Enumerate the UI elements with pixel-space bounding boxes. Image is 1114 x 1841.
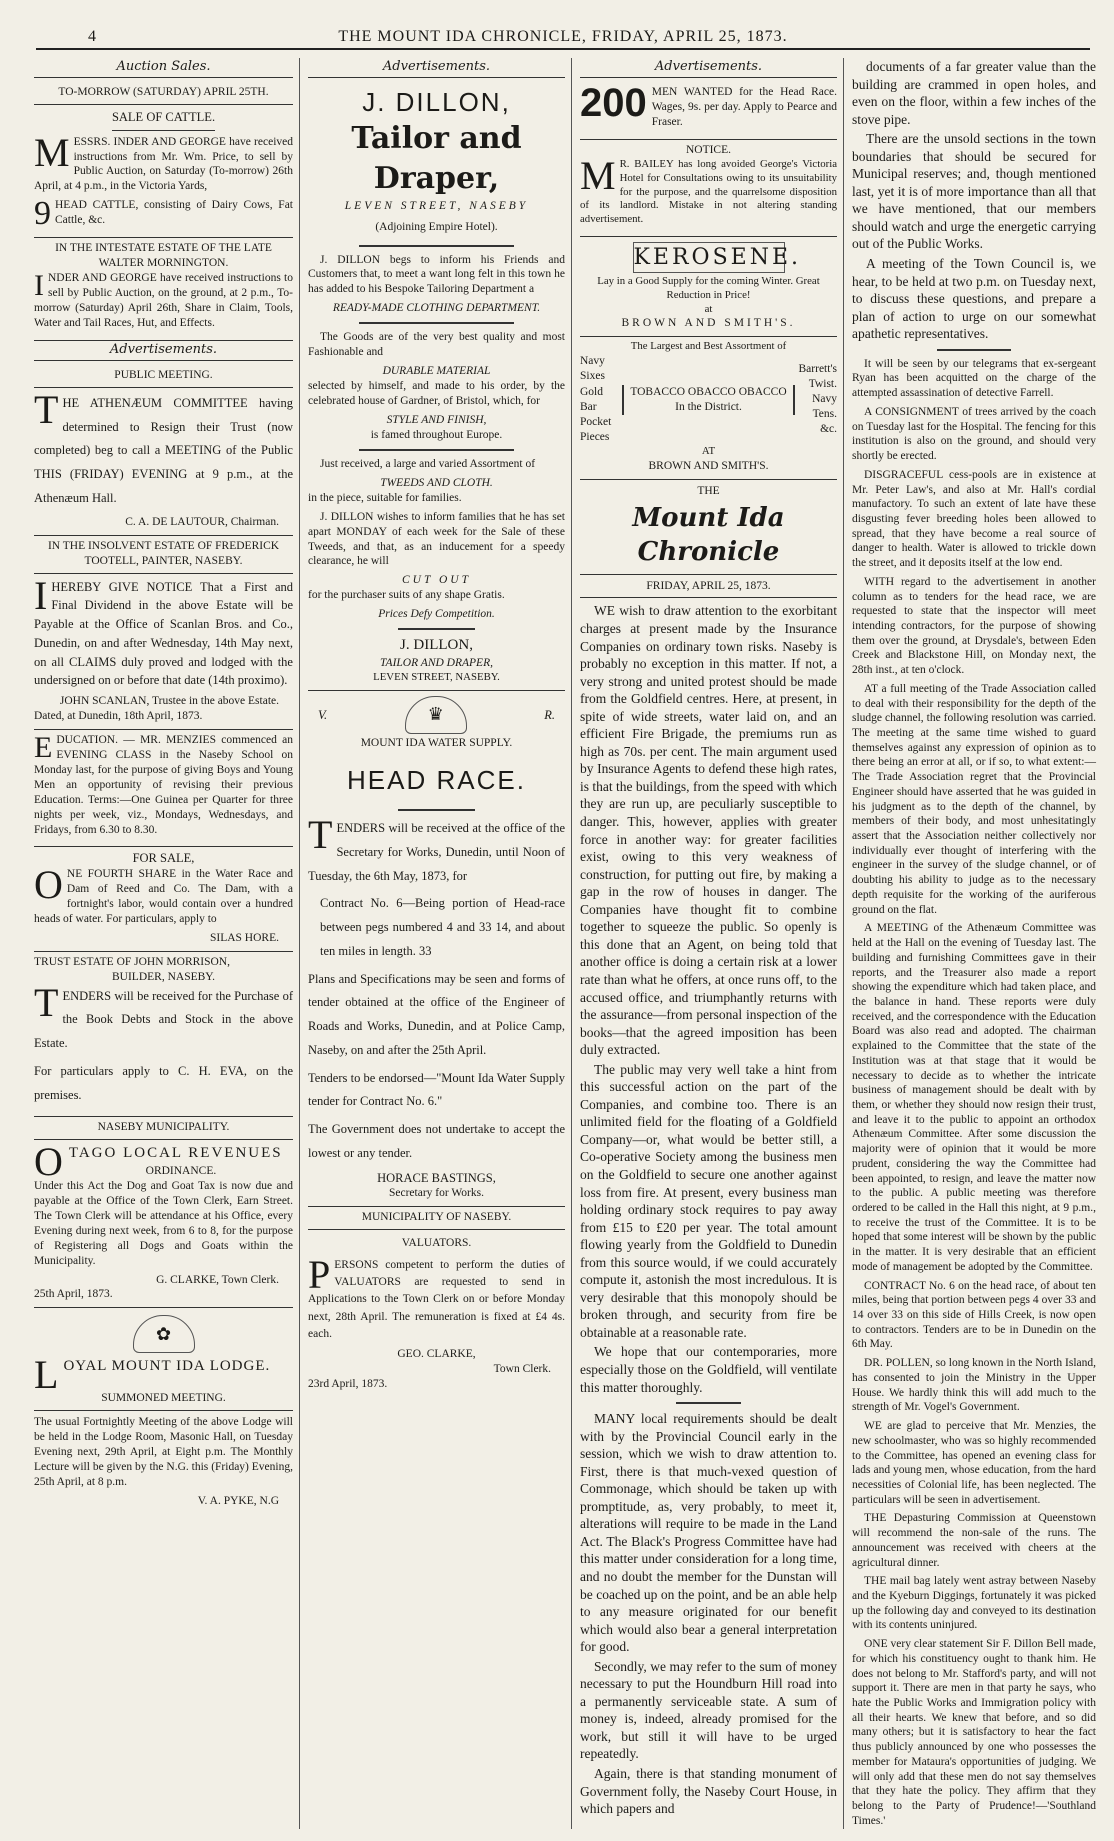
column-4: [846, 58, 1102, 1829]
news-item: CONTRACT No. 6 on the head race, of about ten miles, being that portion between pegs 4 over 33 and 14 over 33 on this side of Hills Creek, is now open to contractors. Tenders are to be in Dunedin on the 6th May.: [852, 1279, 1096, 1351]
ad-notice-bailey: NOTICE. M R. BAILEY has long avoided George's Victoria Hotel for Consultations owing to its unsuitability for the purpose, and the quarrelsome disposition of its landlord. Mistake in not altering standing advertisement.: [580, 140, 837, 237]
news-item: WE are glad to perceive that Mr. Menzies, the new schoolmaster, who was so highly recommended to the Committee, has opened an evening class for lads and young men, whose education, from the hard necessities of Colonial life, has been neglected. The particulars will be seen in advertisement.: [852, 1420, 1096, 1506]
ad-head-race: V. ♛ R. MOUNT IDA WATER SUPPLY. HEAD RACE. TENDERS will be received at the office of the Secretary for Works, Dunedin, until Noon of Tuesday, the 6th May, 1873, for Contract No. 6—Being portion of Head-race between pegs numbered 4 and 33 14, and about ten miles in length. 33 Plans and Specifications may be seen and forms of tender obtained at the office of the Engineer of Roads and Works, Dunedin, and at Police Camp, Naseby, on and after the 25th April. Tenders to be endorsed—"Mount Ida Water Supply tender for Contract No. 6." The Government does not undertake to accept the lowest or any tender. HORACE BASTINGS, Secretary for Works.: [308, 691, 565, 1207]
column-1: [28, 58, 300, 1829]
ad-lodge: ✿ LOYAL MOUNT IDA LODGE. SUMMONED MEETING. The usual Fortnightly Meeting of the above Lodge will be held in the Lodge Room, Masonic Hall, on Tuesday Evening next, 29th April, at Eight p.m. The Monthly Lecture will be given by the N.G. this (Friday) Evening, 25th April, at 8 p.m. V. A. PYKE, N.G: [34, 1308, 293, 1514]
news-items: [852, 357, 1096, 1829]
ad-public-meeting: PUBLIC MEETING. THE ATHENÆUM COMMITTEE having determined to Resign their Trust (now completed) beg to call a MEETING of the Public THIS (FRIDAY) EVENING at 9 p.m., at the Athenæum Hall. C. A. DE LAUTOUR, Chairman.: [34, 365, 293, 536]
editorial-header: THE Mount Ida Chronicle FRIDAY, APRIL 25, 1873.: [580, 480, 837, 599]
ad-education: EDUCATION. — MR. MENZIES commenced an EVENING CLASS in the Naseby School on Monday last, for the purpose of giving Boys and Young Men an opportunity of revising their previous Education. Terms:—One Guinea per Quarter for three nights per week, viz., Mondays, Wednesdays, and Fridays, from 6.30 to 8.30.: [34, 730, 293, 848]
news-item: DR. POLLEN, so long known in the North Island, has consented to join the Ministry in the Upper House. We hardly think this will add much to the strength of Mr. Vogel's Government.: [852, 1357, 1096, 1414]
ad-trust-estate: TRUST ESTATE OF JOHN MORRISON, BUILDER, NASEBY. TENDERS will be received for the Purchase of the Book Debts and Stock in the above Estate. For particulars apply to C. H. EVA, on the premises.: [34, 952, 293, 1118]
masthead-title: THE MOUNT IDA CHRONICLE, FRIDAY, APRIL 25, 1873.: [338, 28, 788, 45]
column-3: [574, 58, 844, 1829]
news-item: ONE very clear statement Sir F. Dillon Bell made, for which his constituency ought to thank him. He does not belong to Mr. Stafford's party, and will not support it. There are men in that party he says, who hate the Public Works and Immigration policy with all their hearts. We knew that before, and so did many others; but it is satisfactory to hear the fact thus publicly announced by one who possesses the member for Mataura's opportunities of judging. We will only add that these men do not say themselves that they hate the policy. They affirm that they belong to the Party of Prudence!—'Southland Times.': [852, 1638, 1096, 1827]
ad-men-wanted: 200 MEN WANTED for the Head Race. Wages, 9s. per day. Apply to Pearce and Fraser.: [580, 82, 837, 140]
news-item: DISGRACEFUL cess-pools are in existence at Mr. Peter Law's, and also at Mr. Hall's cordial manufactory. To such an extent of late have these disgusting fever breeding holes been allowed to spread, that they have become a real source of danger to health. Water is allowed to trickle down the street, and it deposits itself at the low end.: [852, 468, 1096, 570]
editorial-continued: documents of a far greater value than the building are crammed in open holes, and even on the floor, within a few inches of the stove pipe. There are the unsold sections in the town boundaries that should be secured for Municipal reserves; and, though mentioned last, yet it is of more importance than all that we have mentioned, that our members should watch and urge the energetic carrying out of the Public Works. A meeting of the Town Council is, we hear, to be held at two p.m. on Tuesday next, to discuss these questions, and prepare a plan of action to urge on our somewhat apathetic representatives.: [852, 59, 1096, 342]
lodge-emblem-icon: ✿: [133, 1315, 195, 1353]
page-number: 4: [88, 28, 96, 45]
ad-title: SALE OF CATTLE.: [111, 110, 216, 125]
newspaper-nameplate: Mount Ida Chronicle: [632, 502, 785, 568]
ad-intestate-estate: IN THE INTESTATE ESTATE OF THE LATE WALTER MORNINGTON. INDER AND GEORGE have received instructions to sell by Public Auction, on the ground, at 2 p.m., To-morrow (Saturday) April 26th, Share in Claim, Tools, Water and Tail Races, Hut, and Effects.: [34, 238, 293, 341]
news-item: A MEETING of the Athenæum Committee was held at the Hall on the evening of Tuesday last. The building and furnishing Committees gave in their reports, and the Treasurer also made a report showing the expenditure which had taken place, and the balance in hand. These reports were duly received, and the correspondence with the Education Board was also read and adopted. The chairman explained to the Committee that the state of the Institution was at that stage that it would be necessary to decide as to whether the intricate business of management should be dealt with by them, or whether they should now resign their trust, and leave it to the public to appoint an orthodox Athenæum Committee. After some discussion the majority were of opinion that it would be more prudent, considering the way the Committee had been appointed, to resign, and leave the matter now to the public. A public meeting was therefore ordered to be called in the Hall this night, at 9 p.m., to receive the trust of the Committee. It is to be hoped that some interest will be shown by the public in the matter. It is very desirable that an efficient mode of management be adopted by the Committee.: [852, 922, 1096, 1273]
news-item: THE Depasturing Commission at Queenstown will recommend the non-sale of the runs. The announcement was received with cheers at the agricultural dinner.: [852, 1512, 1096, 1569]
section-heading-auction: Auction Sales.: [34, 58, 293, 78]
issue-date: FRIDAY, APRIL 25, 1873.: [646, 579, 771, 592]
ad-sale-of-cattle: TO-MORROW (SATURDAY) APRIL 25TH. SALE OF CATTLE. MESSRS. INDER AND GEORGE have received instructions from Mr. Wm. Price, to sell by Public Auction, on Saturday (To-morrow) 26th April, at 4 p.m., in the Victoria Yards, 9 HEAD CATTLE, consisting of Dairy Cows, Fat Cattle, &c.: [34, 82, 293, 238]
ad-insolvent-estate: IN THE INSOLVENT ESTATE OF FREDERICK TOOTELL, PAINTER, NASEBY. IHEREBY GIVE NOTICE That a First and Final Dividend in the above Estate will be Payable at the Office of Scanlan Bros. and Co., Dunedin, on and after Wednesday, 14th May next, on all CLAIMS duly proved and lodged with the undersigned on or before that date (14th proximo). JOHN SCANLAN, Trustee in the above Estate. Dated, at Dunedin, 18th April, 1873.: [34, 536, 293, 730]
news-item: It will be seen by our telegrams that ex-sergeant Ryan has been acquitted on the charge of the attempted assassination of detective Farrell.: [852, 357, 1096, 400]
news-item: WITH regard to the advertisement in another column as to tenders for the head race, we are requested to state that the inspector will meet intending contractors, for the purpose of showing them over the ground, at Drysdale's, between Eden Creek and Blackstone Hill, on Monday next, the 28th inst., at ten o'clock.: [852, 575, 1096, 677]
ad-kerosene: KEROSENE. Lay in a Good Supply for the coming Winter. Great Reduction in Price! at BROWN AND SMITH'S.: [580, 237, 837, 337]
section-heading-advertisements: Advertisements.: [34, 341, 293, 361]
ad-tobacco: The Largest and Best Assortment of Navy Sixes Gold Bar Pocket Pieces TOBACCO OBACCO OBACCO In the District. Barrett's Twist. Navy Tens. &c. AT BROWN AND SMITH'S.: [580, 337, 837, 480]
editorial-article: WE wish to draw attention to the exorbitant charges at present made by the Insurance Companies on ordinary town risks. Naseby is probably no exception in this matter. If not, a very strong and united protest should be made from the Goldfield centres. Here, at present, in spite of wide streets, water laid on, and an efficient Fire Brigade, the premiums run as high as 70s. per cent. The main argument used by Insurance Agents to defend these high rates, is that the buildings, from the speed with which they are run up, are peculiarly susceptible to danger. This, however, applies with greater force in another way: for greater facilities exist, owing to this very weakness of construction, for putting out fire, by making a gap in the row of houses in danger. The Companies have thought fit to combine together to squeeze the public. So openly is this done that an Agent, on being told that another office is doing a certain risk at a lower rate than what he offers, at once runs off, to the accused office, and triumphantly returns with the assurance—from personal inspection of the books—that the agreed imposition has been duly extracted. The public may very well take a hint from this successful action on the part of the Companies, and combine too. There is an unlimited field for the floating of a Goldfield Company—or, what would be better still, a Co-operative Society among the business men on the Goldfield to secure one another against loss from fire. At present, every business man holding ordinary stock requires to pay away from £15 to £20 per year. The total amount flowing yearly from the Goldfield to Dunedin from this source would, if we could accurately compute it, astonish the most incredulous. It is very desirable that this monopoly should be broken through, and security from fire be obtainable at a reasonable rate. We hope that our contemporaries, more especially those on the Goldfield, will ventilate this matter thoroughly. MANY local requirements should be dealt with by the Provincial Council early in the session, which we wish to draw attention to. First, there is that much-vexed question of Commonage, which should be taken up with promptitude, as, very probably, to meet it, alterations will require to be made in the Land Act. The Black's Progress Committee have had this matter under consideration for a long time, and no doubt the member for the Dunstan will be coached up on the point, and be an able help to any measure originated for our benefit which would also bear a general interpretation for good. Secondly, we may refer to the sum of money necessary to put the Houndburn Hill road into a permanently serviceable state. A sum of money is, indeed, already promised for the work, but still it will have to be urged repeatedly. Again, there is that standing monument of Government folly, the Naseby Court House, in which papers and: [580, 603, 837, 1817]
royal-crest-icon: ♛: [405, 696, 467, 734]
masthead: [36, 22, 1090, 50]
section-heading-advertisements: Advertisements.: [308, 58, 565, 78]
ad-for-sale: FOR SALE, ONE FOURTH SHARE in the Water Race and Dam of Reed and Co. The Dam, with a fortnight's labor, would contain over a hundred heads of water. For particulars, apply to SILAS HORE.: [34, 847, 293, 951]
news-item: A CONSIGNMENT of trees arrived by the coach on Tuesday last for the Hospital. The fencing for this institution is also on the ground, and should very shortly be erected.: [852, 405, 1096, 463]
news-item: AT a full meeting of the Trade Association called to deal with their responsibility for the depth of the sludge channel, the following resolution was carried. The meeting at the same time wished to guard themselves against any expression of opinion as to there being an error at all, or if so, to what extent:—The Trade Association regret that the Provincial Engineer should have asserted that he was guided in his judgment as to the depth of the channel, by members of their body, and most unhesitatingly assert that the Association neither collectively nor individually ever thought of interfering with the engineer in the survey of the sludge channel, or of doubting his ability to judge as to the necessary depth requisite for the working of the auriferous ground on the flat.: [852, 682, 1096, 916]
ad-valuators: MUNICIPALITY OF NASEBY. VALUATORS. PERSONS competent to perform the duties of VALUATORS are requested to send in Applications to the Town Clerk on or before Monday next, 28th April. The remuneration is fixed at £4 4s. each. GEO. CLARKE, Town Clerk. 23rd April, 1873.: [308, 1210, 565, 1390]
ad-naseby-municipality: NASEBY MUNICIPALITY. OTAGO LOCAL REVENUES ORDINANCE. Under this Act the Dog and Goat Tax is now due and payable at the Office of the Town Clerk, Earn Street. The Town Clerk will be attendance at his Office, every Evening during next week, from 6 to 8, for the purpose of Registering all Dogs and Goats within the Municipality. G. CLARKE, Town Clerk. 25th April, 1873.: [34, 1117, 293, 1308]
column-2: [302, 58, 572, 1829]
section-heading-advertisements: Advertisements.: [580, 58, 837, 78]
ad-dillon-tailor: J. DILLON, Tailor and Draper, LEVEN STREET, NASEBY (Adjoining Empire Hotel). J. DILLON begs to inform his Friends and Customers that, to meet a want long felt in this town he has added to his Bespoke Tailoring Department a READY-MADE CLOTHING DEPARTMENT. The Goods are of the very best quality and most Fashionable and DURABLE MATERIAL selected by himself, and made to his order, by the celebrated house of Gardner, of Bristol, which, for STYLE AND FINISH, is famed throughout Europe. Just received, a large and varied Assortment of TWEEDS AND CLOTH. in the piece, suitable for families. J. DILLON wishes to inform families that he has set apart MONDAY of each week for the Sale of these Tweeds, and that, as an inducement for a speedy clearance, he will CUT OUT for the purchaser suits of any shape Gratis. Prices Defy Competition. J. DILLON, TAILOR AND DRAPER, LEVEN STREET, NASEBY.: [308, 82, 565, 691]
news-item: THE mail bag lately went astray between Naseby and the Kyeburn Diggings, fortunately it was picked up the following day and conveyed to its destination with its contents uninjured.: [852, 1575, 1096, 1632]
